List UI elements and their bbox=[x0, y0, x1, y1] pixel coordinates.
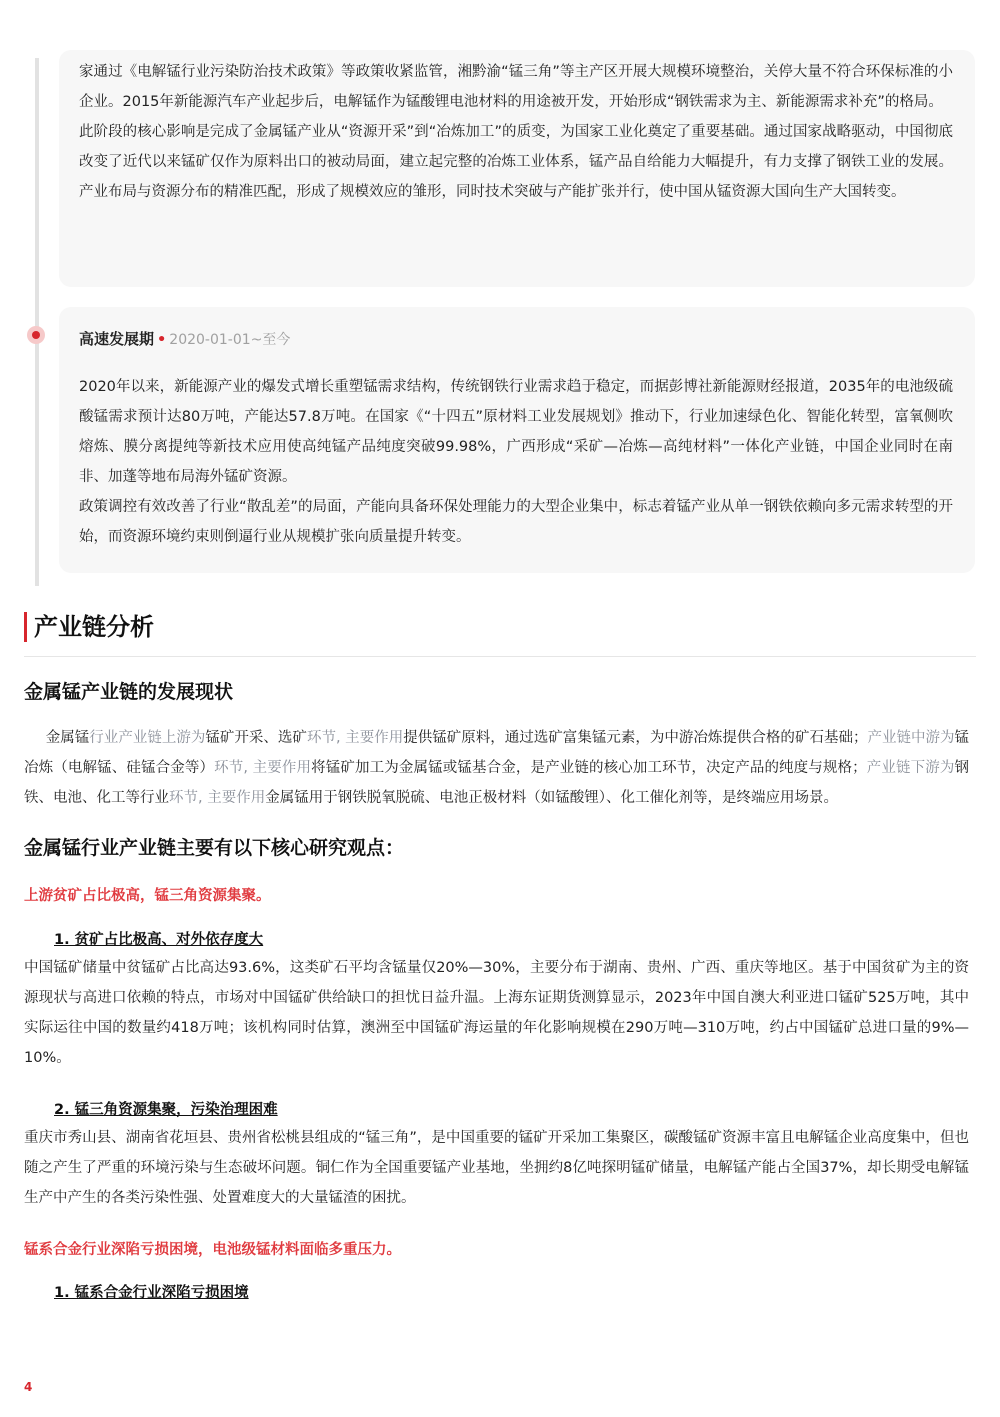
card-title: 高速发展期 bbox=[79, 330, 155, 348]
point-paragraph: 中国锰矿储量中贫锰矿占比高达93.6%，这类矿石平均含锰量仅20%—30%，主要分布于湖南、贵州、广西、重庆等地区。基于中国贫矿为主的资源现状与高进口依赖的特点，市场对中国锰矿供给缺口的担忧日益升温。上海东证期货测算显示，2023年中国自澳大利亚进口锰矿525万吨，其中实际运往中国的数量约418万吨；该机构同时估算，澳洲至中国锰矿海运量的年化影响规模在290万吨—310万吨，约占中国锰矿总进口量的9%—10%。 bbox=[24, 960, 969, 1066]
industry-chain-intro bbox=[24, 723, 969, 813]
page-number: 4 bbox=[24, 1380, 33, 1394]
card-paragraph: 家通过《电解锰行业污染防治技术政策》等政策收紧监管，湘黔渝“锰三角”等主产区开展大规模环境整治，关停大量不符合环保标准的小企业。2015年新能源汽车产业起步后，电解锰作为锰酸锂电池材料的用途被开发，开始形成“钢铁需求为主、新能源需求补充”的格局。 bbox=[79, 64, 953, 110]
divider bbox=[24, 656, 976, 657]
intro-text: 提供锰矿原料，通过选矿富集锰元素，为中游冶炼提供合格的矿石基础； bbox=[403, 730, 868, 746]
timeline-dot-icon bbox=[27, 326, 45, 344]
intro-text: 钢铁、电池、化工等行业 bbox=[24, 760, 970, 806]
timeline-card-rapid-growth bbox=[59, 307, 975, 573]
intro-text: 锰冶炼（电解锰、硅锰合金等） bbox=[24, 730, 970, 776]
viewpoint-headline: 锰系合金行业深陷亏损困境，电池级锰材料面临多重压力。 bbox=[24, 1242, 401, 1258]
timeline-line bbox=[35, 58, 39, 586]
timeline-card-previous bbox=[59, 50, 975, 287]
point-title: 1. 贫矿占比极高、对外依存度大 bbox=[54, 932, 264, 948]
separator-dot: • bbox=[157, 332, 167, 348]
intro-text: 将锰矿加工为金属锰或锰基合金，是产业链的核心加工环节，决定产品的纯度与规格； bbox=[311, 760, 867, 776]
point-paragraph: 重庆市秀山县、湖南省花垣县、贵州省松桃县组成的“锰三角”，是中国重要的锰矿开采加工集聚区，碳酸锰矿资源丰富且电解锰企业高度集中，但也随之产生了严重的环境污染与生态破坏问题。铜仁作为全国重要锰产业基地，坐拥约8亿吨探明锰矿储量，电解锰产能占全国37%，却长期受电解锰生产中产生的各类污染性强、处置难度大的大量锰渣的困扰。 bbox=[24, 1130, 969, 1206]
card-date: 2020-01-01~至今 bbox=[169, 332, 291, 348]
viewpoint-headline: 上游贫矿占比极高，锰三角资源集聚。 bbox=[24, 888, 271, 904]
intro-label: 环节, 主要作用 bbox=[169, 790, 266, 806]
intro-label: 环节, 主要作用 bbox=[306, 730, 404, 746]
intro-text: 锰矿开采、选矿 bbox=[205, 730, 307, 746]
intro-label: 行业产业链上游为 bbox=[89, 730, 206, 746]
card-paragraph: 2020年以来，新能源产业的爆发式增长重塑锰需求结构，传统钢铁行业需求趋于稳定，而据彭博社新能源财经报道，2035年的电池级硫酸锰需求预计达80万吨，产能达57.8万吨。在国家《“十四五”原材料工业发展规划》推动下，行业加速绿色化、智能化转型，富氧侧吹熔炼、膜分离提纯等新技术应用使高纯锰产品纯度突破99.98%，广西形成“采矿—冶炼—高纯材料”一体化产业链，中国企业同时在南非、加蓬等地布局海外锰矿资源。 bbox=[79, 379, 953, 485]
point-title: 2. 锰三角资源集聚，污染治理困难 bbox=[54, 1102, 278, 1118]
intro-label: 产业链下游为 bbox=[866, 760, 955, 776]
intro-label: 环节, 主要作用 bbox=[214, 760, 312, 776]
subsection-title: 金属锰行业产业链主要有以下核心研究观点： bbox=[24, 837, 405, 859]
section-title: 产业链分析 bbox=[24, 612, 154, 642]
card-header bbox=[79, 324, 953, 354]
intro-text: 金属锰用于钢铁脱氧脱硫、电池正极材料（如锰酸锂）、化工催化剂等，是终端应用场景。 bbox=[265, 790, 838, 806]
intro-text: 金属锰 bbox=[45, 730, 90, 746]
intro-label: 产业链中游为 bbox=[867, 730, 955, 746]
subsection-title: 金属锰产业链的发展现状 bbox=[24, 681, 234, 703]
card-paragraph: 此阶段的核心影响是完成了金属锰产业从“资源开采”到“冶炼加工”的质变，为国家工业化奠定了重要基础。通过国家战略驱动，中国彻底改变了近代以来锰矿仅作为原料出口的被动局面，建立起完整的冶炼工业体系，锰产品自给能力大幅提升，有力支撑了钢铁工业的发展。产业布局与资源分布的精准匹配，形成了规模效应的雏形，同时技术突破与产能扩张并行，使中国从锰资源大国向生产大国转变。 bbox=[79, 124, 953, 200]
point-title: 1. 锰系合金行业深陷亏损困境 bbox=[54, 1285, 249, 1301]
card-paragraph: 政策调控有效改善了行业“散乱差”的局面，产能向具备环保处理能力的大型企业集中，标志着锰产业从单一钢铁依赖向多元需求转型的开始，而资源环境约束则倒逼行业从规模扩张向质量提升转变。 bbox=[79, 499, 953, 545]
